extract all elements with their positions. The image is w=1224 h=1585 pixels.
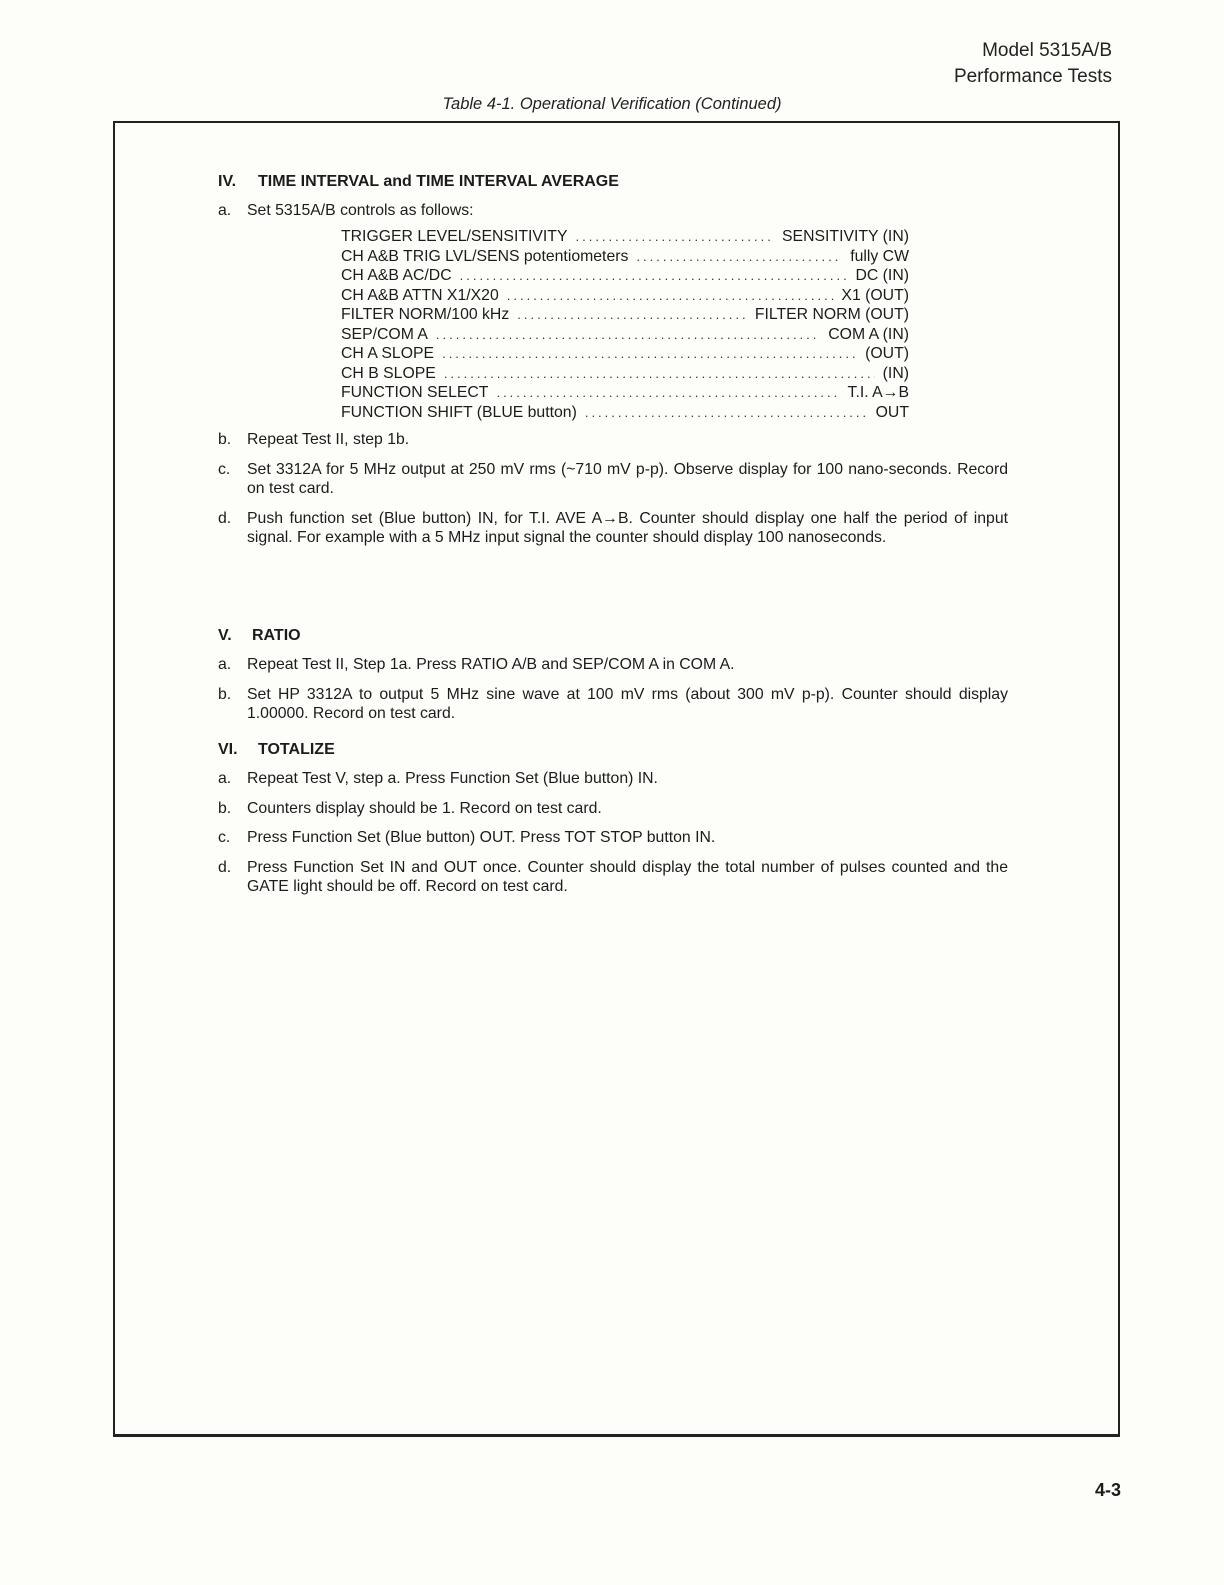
dot-leader (585, 403, 868, 423)
step-iv-b (218, 430, 1008, 450)
dot-leader (442, 344, 857, 364)
setting-row (341, 383, 909, 403)
step-text: Push function set (Blue button) IN, for T.I. AVE A→B. Counter should display one half the period of input signal. For example with a 5 MHz input signal the counter should display 100 nanoseconds. (247, 509, 1008, 546)
setting-value: (IN) (882, 364, 909, 382)
section-title: TOTALIZE (258, 740, 335, 758)
section-heading (218, 740, 1008, 760)
section-heading (218, 172, 1008, 192)
section-title: Performance Tests (953, 66, 1112, 87)
setting-row (341, 325, 909, 345)
setting-row (341, 247, 909, 267)
setting-value: OUT (875, 403, 909, 421)
step-v-b (218, 685, 1008, 724)
section-title: TIME INTERVAL and TIME INTERVAL AVERAGE (258, 173, 619, 190)
setting-label: SEP/COM A (341, 325, 428, 343)
step-text: Repeat Test II, step 1b. (247, 431, 410, 448)
step-text: Set 5315A/B controls as follows: (247, 201, 474, 219)
step-letter: b. (218, 685, 232, 703)
step-letter: c. (218, 460, 231, 478)
setting-row (341, 227, 909, 247)
step-vi-b (218, 799, 1008, 819)
section-number: V. (218, 626, 232, 644)
step-text: Press Function Set IN and OUT once. Counter should display the total number of pulses counted and the GATE light should be off. Record on test card. (247, 858, 1008, 895)
setting-value: fully CW (850, 247, 909, 265)
section-number: IV. (218, 173, 237, 190)
step-text: Press Function Set (Blue button) OUT. Press TOT STOP button IN. (247, 829, 716, 846)
setting-value: (OUT) (865, 345, 909, 362)
setting-value: DC (IN) (855, 267, 909, 284)
dot-leader (436, 325, 820, 345)
controls-settings-list (341, 227, 909, 422)
step-letter: d. (218, 858, 232, 876)
section-iv (218, 172, 1008, 548)
section-number: VI. (218, 740, 238, 758)
setting-row (341, 286, 909, 306)
setting-label: FILTER NORM/100 kHz (341, 306, 510, 323)
section-vi (218, 740, 1008, 897)
step-text: Set HP 3312A to output 5 MHz sine wave at 100 mV rms (about 300 mV p-p). Counter should display 1.00000. Record on test card. (247, 685, 1008, 722)
step-v-a (218, 655, 1008, 675)
step-letter: b. (218, 799, 232, 817)
setting-label: CH A&B AC/DC (341, 267, 452, 284)
step-iv-a (218, 201, 1008, 221)
setting-value: T.I. A→B (847, 384, 909, 401)
setting-row (341, 305, 909, 325)
setting-row (341, 364, 909, 384)
step-iv-d (218, 509, 1008, 548)
dot-leader (517, 305, 747, 325)
table-content (218, 172, 1008, 897)
step-text: Set 3312A for 5 MHz output at 250 mV rms (~710 mV p-p). Observe display for 100 nano-seconds. Record on test card. (247, 460, 1008, 497)
setting-label: CH A SLOPE (341, 345, 435, 362)
setting-label: FUNCTION SELECT (341, 384, 489, 401)
setting-row (341, 403, 909, 423)
step-letter: a. (218, 201, 232, 219)
dot-leader (575, 227, 774, 247)
setting-label: CH A&B TRIG LVL/SENS potentiometers (341, 247, 629, 265)
dot-leader (636, 247, 842, 267)
step-letter: a. (218, 656, 232, 673)
step-iv-c (218, 460, 1008, 499)
setting-label: CH B SLOPE (341, 364, 436, 382)
section-title: RATIO (252, 626, 301, 644)
step-vi-c (218, 828, 1008, 848)
step-letter: a. (218, 770, 232, 787)
setting-label: CH A&B ATTN X1/X20 (341, 286, 499, 304)
step-letter: d. (218, 509, 232, 527)
setting-row (341, 344, 909, 364)
step-letter: b. (218, 431, 232, 448)
dot-leader (444, 364, 875, 384)
step-text: Repeat Test V, step a. Press Function Set (Blue button) IN. (247, 770, 658, 787)
step-vi-d (218, 858, 1008, 897)
setting-value: FILTER NORM (OUT) (754, 306, 909, 323)
setting-value: SENSITIVITY (IN) (782, 228, 909, 245)
setting-value: X1 (OUT) (841, 286, 909, 304)
section-heading (218, 626, 1008, 646)
step-text: Counters display should be 1. Record on test card. (247, 799, 602, 817)
step-letter: c. (218, 829, 231, 846)
model-title: Model 5315A/B (982, 40, 1112, 61)
dot-leader (507, 286, 834, 306)
dot-leader (460, 266, 848, 286)
page-header (954, 38, 1112, 90)
dot-leader (496, 383, 839, 403)
setting-value: COM A (IN) (828, 325, 909, 343)
page-number: 4-3 (1094, 1480, 1121, 1500)
setting-label: FUNCTION SHIFT (BLUE button) (341, 403, 577, 421)
step-text: Repeat Test II, Step 1a. Press RATIO A/B and SEP/COM A in COM A. (247, 656, 735, 673)
section-v (218, 626, 1008, 724)
setting-row (341, 266, 909, 286)
step-vi-a (218, 769, 1008, 789)
setting-label: TRIGGER LEVEL/SENSITIVITY (341, 228, 568, 245)
table-caption: Table 4-1. Operational Verification (Continued) (442, 95, 782, 113)
